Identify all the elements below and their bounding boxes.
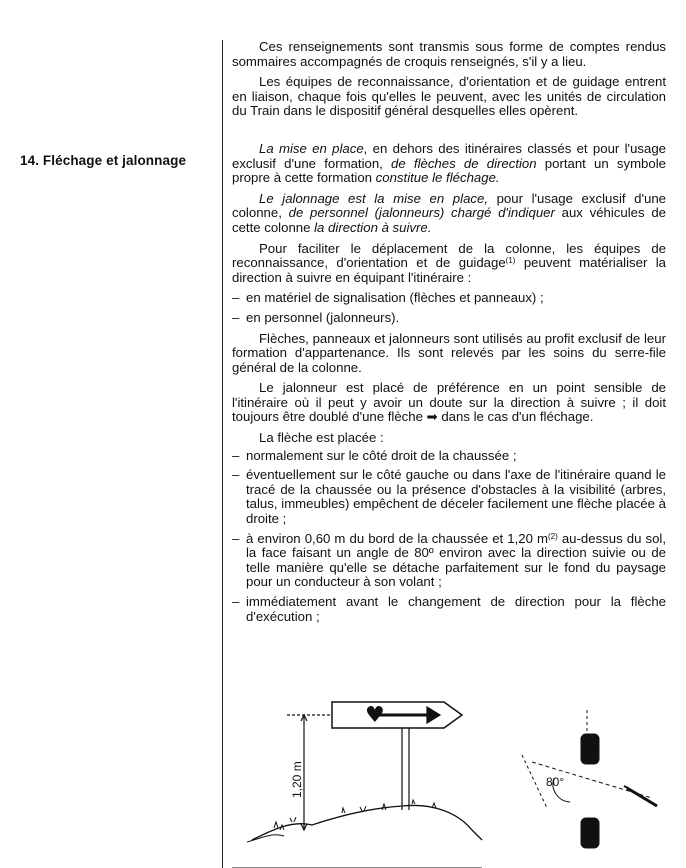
footnote-ref-1: (1)	[505, 256, 516, 266]
list-item: – en matériel de signalisation (flèches et panneaux) ;	[232, 290, 544, 306]
equipment-list	[232, 291, 666, 325]
height-label: 1,20 m	[290, 761, 304, 798]
footnote-ref-2: (2)	[548, 531, 558, 541]
list-item: – éventuellement sur le côté gauche ou dans l'axe de l'itinéraire quand le tracé de la chaussée ou la présence d'obstacles à la visibilité (arbres, talus, immeubles) empêchent de déceler facilement une flèche placée à droite ;	[232, 467, 666, 527]
list-item: – normalement sur le côté droit de la chaussée ;	[232, 447, 517, 463]
vehicle-bottom	[581, 818, 599, 848]
paragraph-jalonnage-definition: Le jalonnage est la mise en place, pour l'usage exclusif d'une colonne, de personnel (jalonneurs) chargé d'indiquer aux véhicules de cette colonne la direction à suivre.	[232, 190, 666, 235]
list-item: – à environ 0,60 m du bord de la chaussée et 1,20 $m^{(2)}$ au-dessus du sol, la face faisant un angle de 80º environ avec la direction suivie ou de telle manière qu'elle se détache parfaitement sur le fond du paysage pour un conducteur à son volant ;	[232, 530, 666, 590]
main-text-column	[232, 40, 666, 630]
figure-svg	[232, 680, 672, 868]
list-item: – en personnel (jalonneurs).	[232, 309, 400, 325]
paragraph-placement-intro: La flèche est placée :	[259, 430, 384, 446]
column-rule	[222, 40, 223, 868]
paragraph-liaison: Les équipes de reconnaissance, d'orientation et de guidage entrent en liaison, chaque fois qu'elles le peuvent, avec les unités de circulation du Train dans le dispositif général desquelles elles opèrent.	[232, 74, 666, 119]
paragraph-materialiser: Pour faciliter le déplacement de la colonne, les équipes de reconnaissance, d'orientation et de guidage$^{(1)}$ peuvent matérialiser la direction à suivre en équipant l'itinéraire :	[232, 240, 666, 285]
angle-diagram	[522, 710, 657, 848]
angle-label: 80°	[546, 775, 565, 789]
panel-arrow-head	[427, 707, 440, 723]
section-heading: 14. Fléchage et jalonnage	[20, 153, 187, 168]
ground-line	[252, 805, 482, 840]
placement-list	[232, 449, 666, 625]
paragraph-usage: Flèches, panneaux et jalonneurs sont utilisés au profit exclusif de leur formation d'appartenance. Ils sont relevés par les soins du serre-file général de la colonne.	[232, 330, 666, 375]
sign-illustration	[232, 702, 482, 868]
paragraph-jalonneur: Le jalonneur est placé de préférence en un point sensible de l'itinéraire où il peut y avoir un doute sur la direction à suivre ; il doit toujours être doublé d'une flèche ➡ dans le cas d'un fléchage.	[232, 380, 666, 425]
paragraph-reports: Ces renseignements sont transmis sous forme de comptes rendus sommaires accompagnés de croquis renseignés, s'il y a lieu.	[232, 39, 666, 69]
heart-symbol-icon: ♥	[365, 703, 385, 728]
paragraph-flechage-definition: La mise en place, en dehors des itinéraires classés et pour l'usage exclusif d'une formation, de flèches de direction portant un symbole propre à cette formation constitue le fléchage.	[232, 140, 667, 186]
arrow-icon: ➡	[426, 409, 438, 425]
placement-figure	[232, 680, 672, 868]
vehicle-top	[581, 734, 599, 764]
list-item: – immédiatement avant le changement de direction pour la flèche d'exécution ;	[232, 594, 666, 624]
